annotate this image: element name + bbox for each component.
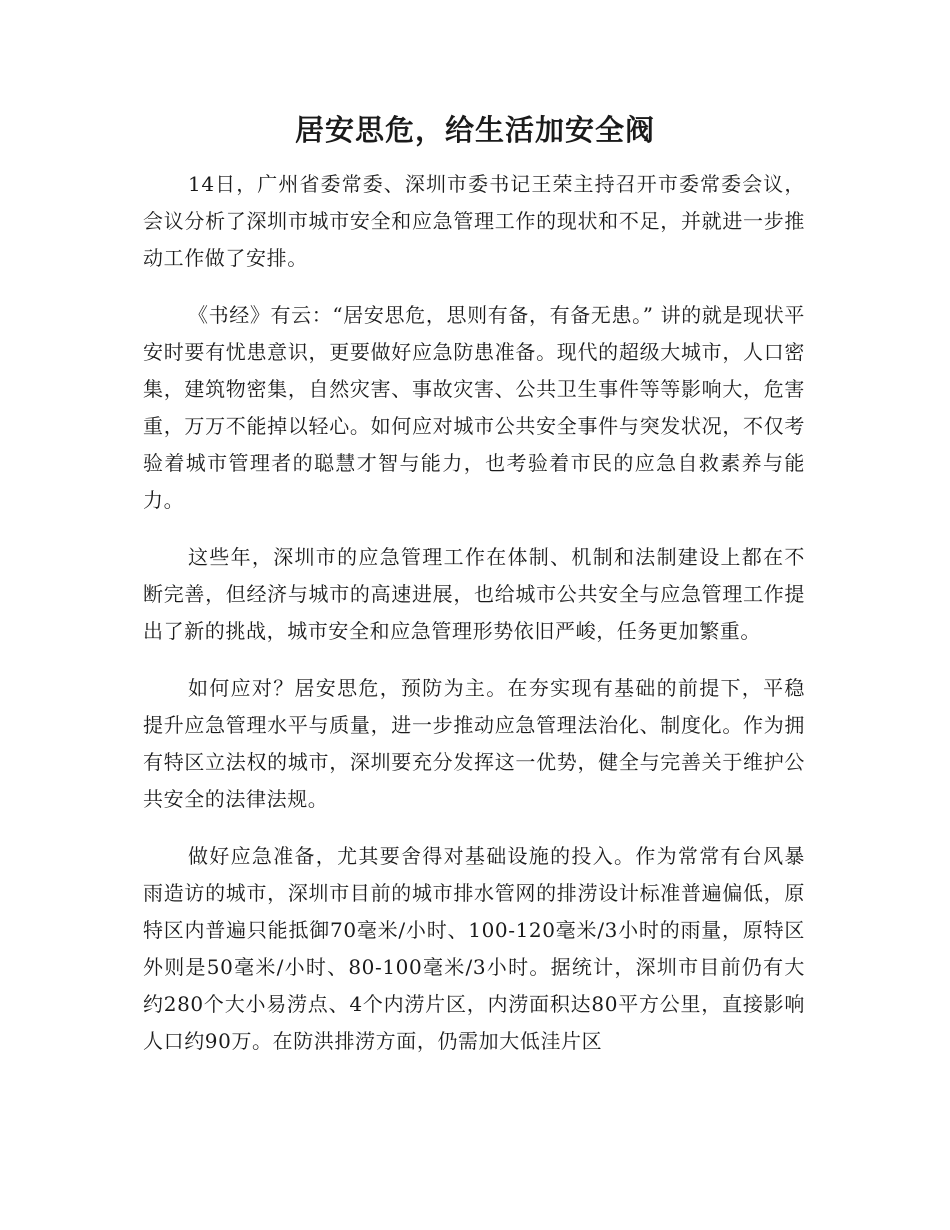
paragraph: 这些年，深圳市的应急管理工作在体制、机制和法制建设上都在不断完善，但经济与城市的高速进展，也给城市公共安全与应急管理工作提出了新的挑战，城市安全和应急管理形势依旧严峻，任务更加繁重。 bbox=[143, 545, 805, 643]
page-title: 居安思危，给生活加安全阀 bbox=[294, 113, 655, 147]
paragraph: 《书经》有云：“居安思危，思则有备，有备无患。” 讲的就是现状平安时要有忧患意识，更要做好应急防患准备。现代的超级大城市，人口密集，建筑物密集，自然灾害、事故灾害、公共卫生事件等等影响大，危害重，万万不能掉以轻心。如何应对城市公共安全事件与突发状况，不仅考验着城市管理者的聪慧才智与能力，也考验着市民的应急自救素养与能力。 bbox=[143, 303, 805, 512]
paragraph: 做好应急准备，尤其要舍得对基础设施的投入。作为常常有台风暴雨造访的城市，深圳市目前的城市排水管网的排涝设计标准普遍偏低，原特区内普遍只能抵御70毫米/小时、100-120毫米/3小时的雨量，原特区外则是50毫米/小时、80-100毫米/3小时。据统计，深圳市目前仍有大约280个大小易涝点、4个内涝片区，内涝面积达80平方公里，直接影响人口约90万。在防洪排涝方面，仍需加大低洼片区 bbox=[143, 844, 805, 1053]
article-body bbox=[143, 166, 805, 1080]
paragraph: 如何应对？居安思危，预防为主。在夯实现有基础的前提下，平稳提升应急管理水平与质量，进一步推动应急管理法治化、制度化。作为拥有特区立法权的城市，深圳要充分发挥这一优势，健全与完善关于维护公共安全的法律法规。 bbox=[143, 676, 805, 811]
paragraph: 14日，广州省委常委、深圳市委书记王荣主持召开市委常委会议，会议分析了深圳市城市安全和应急管理工作的现状和不足，并就进一步推动工作做了安排。 bbox=[143, 172, 805, 270]
